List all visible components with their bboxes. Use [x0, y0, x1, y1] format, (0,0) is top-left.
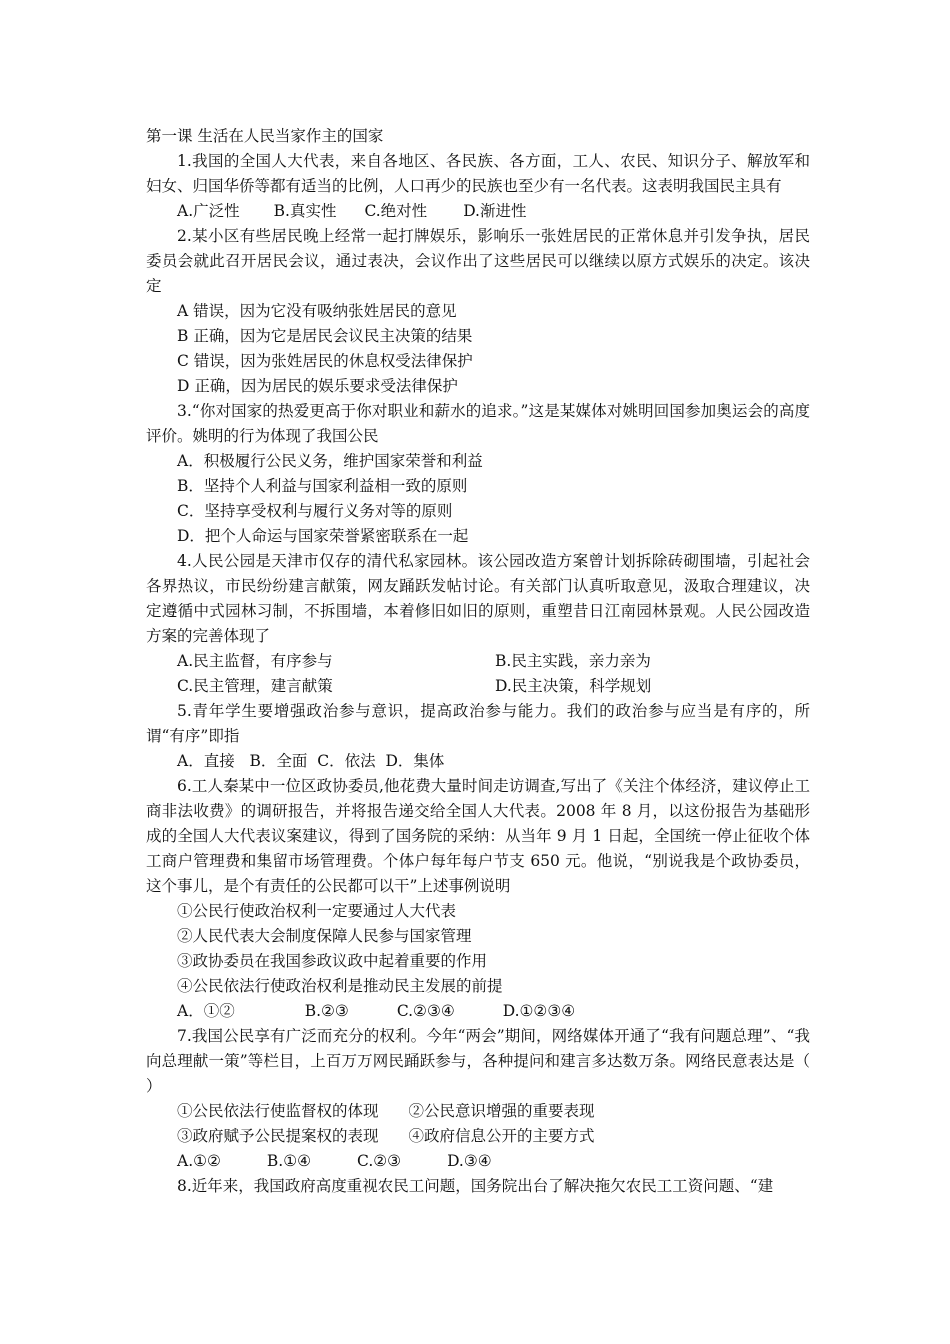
option-a: A．直接 [177, 752, 235, 770]
question-1-options [146, 199, 810, 224]
question-5-options [146, 749, 810, 774]
question-6-options [146, 999, 810, 1024]
option-d: D．把个人命运与国家荣誉紧密联系在一起 [177, 527, 469, 545]
question-4-options-row-2 [146, 674, 810, 699]
option-c: C．依法 [317, 752, 376, 770]
option-c: C.②③ [357, 1152, 402, 1170]
option-d: D．集体 [385, 752, 445, 770]
question-4-stem: 4.人民公园是天津市仅存的清代私家园林。该公园改造方案曾计划拆除砖砌围墙，引起社会各界热议，市民纷纷建言献策，网友踊跃发帖讨论。有关部门认真听取意见，汲取合理建议，决定遵循中式园林习制，不拆围墙，本着修旧如旧的原则，重塑昔日江南园林景观。人民公园改造方案的完善体现了 [146, 552, 810, 645]
question-7-statements-row-1 [146, 1099, 810, 1124]
question-6-stem: 6.工人秦某中一位区政协委员,他花费大量时间走访调查,写出了《关注个体经济，建议停止工商非法收费》的调研报告，并将报告递交给全国人大代表。2008 年 8 月，以这份报告为基础形成的全国人大代表议案建议，得到了国务院的采纳：从当年 9 月 1 日起，全国统一停止征收个体工商户管理费和集留市场管理费。个体户每年每户节支 650 元。他说，“别说我是个政协委员，这个事儿，是个有责任的公民都可以干”上述事例说明 [146, 777, 810, 895]
option-b: B.民主实践，亲力亲为 [495, 652, 651, 670]
question-2-stem: 2.某小区有些居民晚上经常一起打牌娱乐，影响乐一张姓居民的正常休息并引发争执，居民委员会就此召开居民会议，通过表决，会议作出了这些居民可以继续以原方式娱乐的决定。该决定 [146, 227, 810, 295]
option-c: C 错误，因为张姓居民的休息权受法律保护 [177, 352, 473, 370]
option-c: C.民主管理，建言献策 [177, 677, 333, 695]
option-a: A.民主监督，有序参与 [177, 652, 333, 670]
option-a: A．积极履行公民义务，维护国家荣誉和利益 [177, 452, 483, 470]
option-d: D.③④ [447, 1152, 492, 1170]
option-b: B.②③ [304, 1002, 349, 1020]
option-b: B.①④ [266, 1152, 312, 1170]
option-b: B 正确，因为它是居民会议民主决策的结果 [177, 327, 473, 345]
option-b: B．全面 [249, 752, 308, 770]
question-5-stem: 5.青年学生要增强政治参与意识，提高政治参与能力。我们的政治参与应当是有序的，所谓“有序”即指 [146, 702, 810, 745]
statement-4: ④公民依法行使政治权利是推动民主发展的前提 [177, 977, 503, 995]
option-d: D.民主决策，科学规划 [495, 677, 652, 695]
statement-3: ③政府赋予公民提案权的表现 [177, 1127, 379, 1145]
question-1-stem: 1.我国的全国人大代表，来自各地区、各民族、各方面，工人、农民、知识分子、解放军和妇女、归国华侨等都有适当的比例，人口再少的民族也至少有一名代表。这表明我国民主具有 [146, 152, 810, 195]
statement-3: ③政协委员在我国参政议政中起着重要的作用 [177, 952, 488, 970]
question-7-options [146, 1149, 810, 1174]
option-c: C．坚持享受权利与履行义务对等的原则 [177, 502, 453, 520]
statement-4: ④政府信息公开的主要方式 [408, 1127, 595, 1145]
option-d: D 正确，因为居民的娱乐要求受法律保护 [177, 377, 458, 395]
option-a: A．①② [177, 1002, 235, 1020]
question-7-stem: 7.我国公民享有广泛而充分的权利。今年“两会”期间，网络媒体开通了“我有问题总理”、“我向总理献一策”等栏目，上百万万网民踊跃参与，各种提问和建言多达数万条。网络民意表达是（ ） [146, 1027, 810, 1095]
question-3-stem: 3.“你对国家的热爱更高于你对职业和薪水的追求。”这是某媒体对姚明回国参加奥运会的高度评价。姚明的行为体现了我国公民 [146, 402, 810, 445]
option-d: D.渐进性 [463, 202, 527, 220]
option-b: B.真实性 [273, 202, 337, 220]
document-page [146, 124, 810, 1199]
lesson-title: 第一课 生活在人民当家作主的国家 [146, 127, 384, 145]
question-7-statements-row-2 [146, 1124, 810, 1149]
question-4-options-row-1 [146, 649, 810, 674]
option-c: C.绝对性 [364, 202, 428, 220]
statement-1: ①公民行使政治权利一定要通过人大代表 [177, 902, 457, 920]
option-a: A.①② [177, 1152, 221, 1170]
option-c: C.②③④ [396, 1002, 455, 1020]
option-a: A 错误，因为它没有吸纳张姓居民的意见 [177, 302, 457, 320]
question-8-stem: 8.近年来，我国政府高度重视农民工问题，国务院出台了解决拖欠农民工工资问题、“建 [177, 1177, 774, 1195]
statement-2: ②公民意识增强的重要表现 [408, 1102, 595, 1120]
option-a: A.广泛性 [177, 202, 240, 220]
statement-2: ②人民代表大会制度保障人民参与国家管理 [177, 927, 472, 945]
option-b: B．坚持个人利益与国家利益相一致的原则 [177, 477, 468, 495]
option-d: D.①②③④ [502, 1002, 576, 1020]
statement-1: ①公民依法行使监督权的体现 [177, 1102, 379, 1120]
